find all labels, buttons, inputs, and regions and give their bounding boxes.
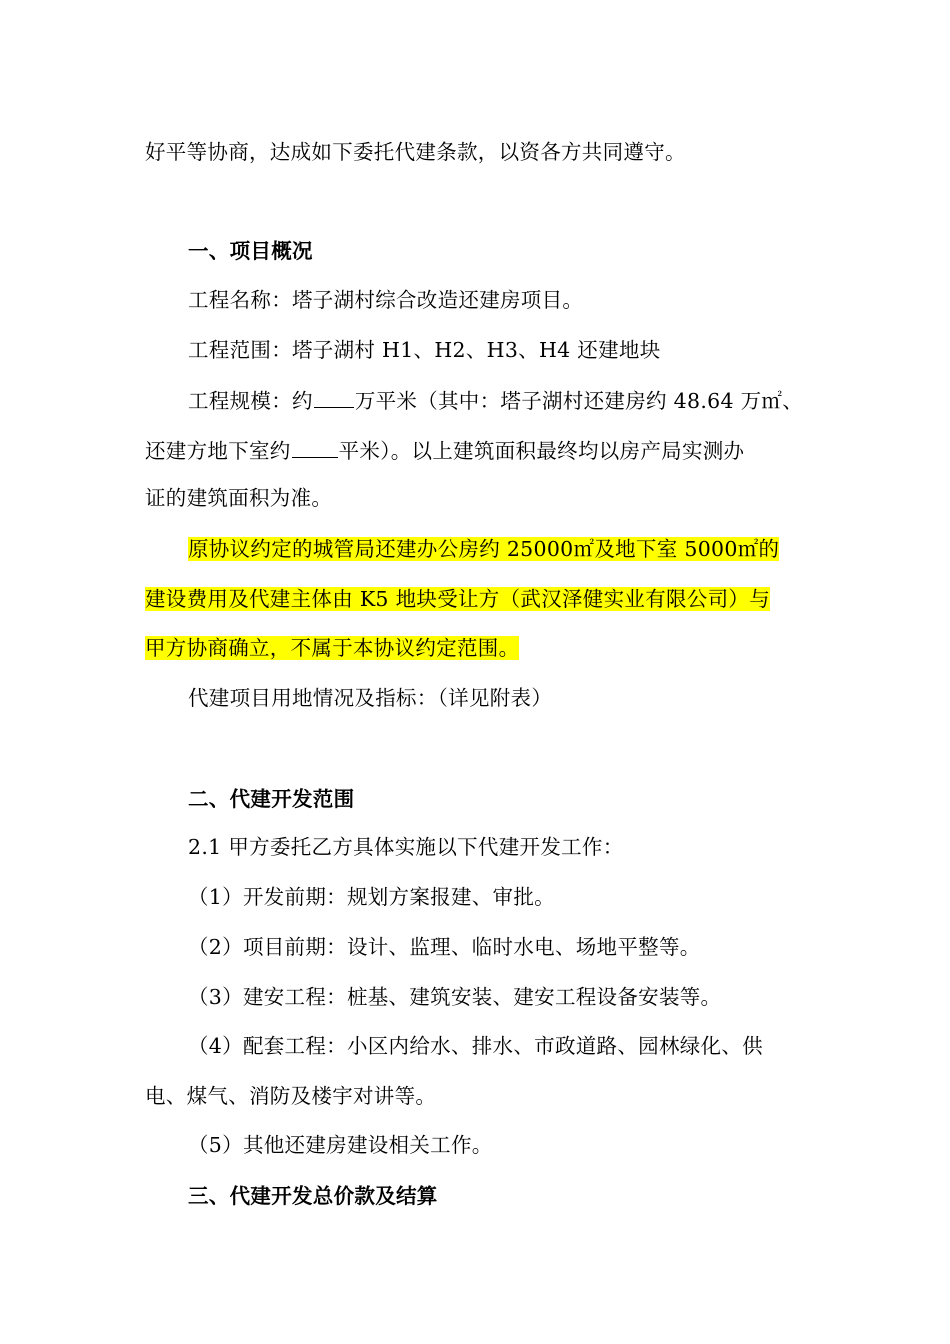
highlight-text-1: 原协议约定的城管局还建办公房约 25000㎡及地下室 5000㎡的: [188, 537, 780, 561]
project-scope: 工程范围：塔子湖村 H1、H2、H3、H4 还建地块: [188, 338, 661, 362]
scale-blank-1: [314, 385, 354, 408]
project-scale-line-3: 证的建筑面积为准。: [145, 486, 333, 510]
list-item-5: （5）其他还建房建设相关工作。: [188, 1133, 493, 1157]
project-name: 工程名称：塔子湖村综合改造还建房项目。: [188, 288, 584, 312]
scale-blank-2: [292, 435, 338, 458]
highlight-line-1: [188, 534, 950, 564]
highlight-line-2: [145, 584, 950, 614]
highlight-text-2: 建设费用及代建主体由 K5 地块受让方（武汉泽健实业有限公司）与: [145, 587, 770, 611]
land-use-note: 代建项目用地情况及指标：（详见附表）: [188, 686, 553, 710]
scale-text-d: 平米）。以上建筑面积最终均以房产局实测办: [338, 439, 745, 463]
project-scale-line-2: [145, 435, 950, 466]
highlight-line-3: [145, 633, 950, 663]
list-item-1: （1）开发前期：规划方案报建、审批。: [188, 885, 555, 909]
item-2-1: 2.1 甲方委托乙方具体实施以下代建开发工作：: [188, 835, 624, 859]
scale-text-c: 还建方地下室约: [145, 439, 291, 463]
section-1-heading: 一、项目概况: [188, 239, 313, 263]
list-item-4a: （4）配套工程：小区内给水、排水、市政道路、园林绿化、供: [188, 1034, 763, 1058]
list-item-4b: 电、煤气、消防及楼宇对讲等。: [145, 1084, 437, 1108]
scale-text-a: 工程规模：约: [188, 389, 313, 413]
list-item-3: （3）建安工程：桩基、建筑安装、建安工程设备安装等。: [188, 985, 722, 1009]
section-3-heading: 三、代建开发总价款及结算: [188, 1184, 438, 1208]
list-item-2: （2）项目前期：设计、监理、临时水电、场地平整等。: [188, 935, 701, 959]
project-scale-line-1: [188, 385, 950, 416]
section-2-heading: 二、代建开发范围: [188, 787, 355, 811]
highlight-text-3: 甲方协商确立，不属于本协议约定范围。: [145, 636, 520, 660]
intro-text: 好平等协商，达成如下委托代建条款，以资各方共同遵守。: [145, 140, 686, 164]
scale-text-b: 万平米（其中：塔子湖村还建房约 48.64 万㎡、: [354, 389, 804, 413]
